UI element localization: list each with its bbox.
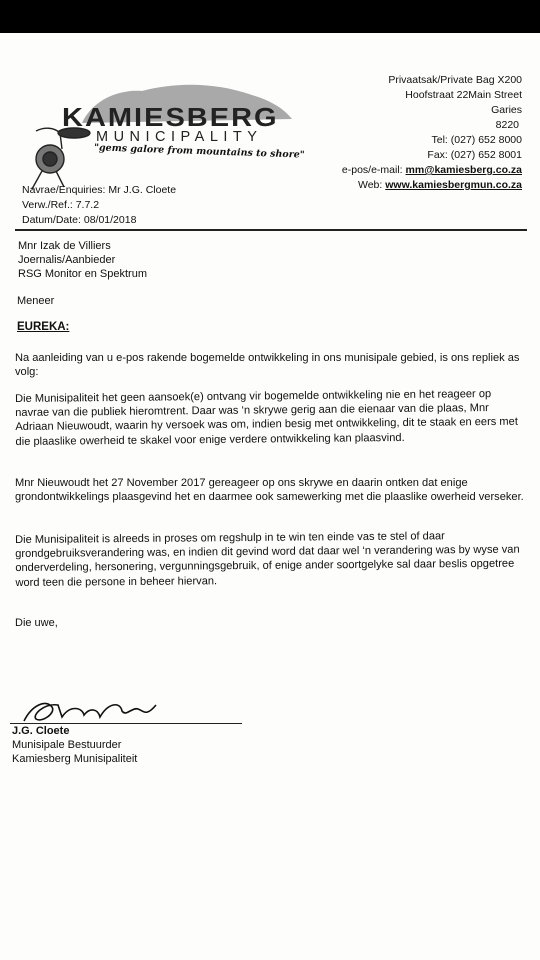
email-label: e-pos/e-mail: bbox=[341, 164, 403, 176]
logo-name-bottom: MUNICIPALITY bbox=[96, 129, 263, 145]
address-line: Hoofstraat 22Main Street bbox=[405, 89, 522, 101]
recipient-title: Joernalis/Aanbieder bbox=[18, 254, 116, 266]
signature-line bbox=[10, 723, 242, 724]
email-row bbox=[342, 163, 522, 178]
logo-name-top: KAMIESBERG bbox=[62, 103, 279, 133]
flower-emblem-icon bbox=[32, 128, 90, 189]
tel-row bbox=[342, 133, 522, 148]
address-block bbox=[342, 73, 522, 193]
tel-label: Tel: bbox=[431, 134, 448, 146]
closing: Die uwe, bbox=[15, 617, 58, 629]
address-line: Privaatsak/Private Bag X200 bbox=[388, 74, 522, 86]
email-link[interactable]: mm@kamiesberg.co.za bbox=[405, 164, 522, 176]
address-line: 8220 bbox=[495, 119, 519, 131]
signatory-organisation: Kamiesberg Munisipaliteit bbox=[12, 753, 138, 765]
signatory-position: Munisipale Bestuurder bbox=[12, 739, 122, 751]
paragraph-3: Mnr Nieuwoudt het 27 November 2017 gereageer op ons skrywe en daarin ontken dat enige grondontwikkelings plaasgevind het en daarmee ook samewerking met die plaaslike owerheid verseker. bbox=[15, 477, 524, 504]
address-line: Garies bbox=[491, 104, 522, 116]
enquiries-line: Navrae/Enquiries: Mr J.G. Cloete bbox=[22, 184, 177, 196]
web-label: Web: bbox=[358, 179, 383, 191]
subject-line: EUREKA: bbox=[17, 321, 70, 333]
web-row bbox=[342, 178, 522, 193]
signatory-name: J.G. Cloete bbox=[12, 725, 70, 737]
fax-label: Fax: bbox=[427, 149, 448, 161]
fax-row bbox=[342, 148, 522, 163]
paragraph-4: Die Munisipaliteit is alreeds in proses om regshulp in te win ten einde vas te stel of daar grondgebruiksverandering was, en indien dit gevind word dat daar wel ‘n verandering was by wyse van onderverdeling, hersonering, vergunningsgebruik, of enige ander soortgelyke sal daar beslis opgetree word teen die persone in beheer hiervan. bbox=[15, 530, 520, 589]
paragraph-2: Die Munisipaliteit het geen aansoek(e) ontvang vir bogemelde ontwikkeling nie en het reageer op navrae van die publiek hieromtrent. Daar was ‘n skrywe gerig aan die eienaar van die plaas, Mnr Adriaan Nieuwoudt, waarin hy versoek was om, indien besig met ontwikkeling, dit te staak en eers met die plaaslike owerheid te skakel voor enige verdere ontwikkeling kan plaasvind. bbox=[15, 388, 518, 448]
reference-line: Verw./Ref.: 7.7.2 bbox=[22, 199, 100, 211]
header-divider bbox=[15, 229, 527, 231]
recipient-organisation: RSG Monitor en Spektrum bbox=[18, 268, 147, 280]
web-link[interactable]: www.kamiesbergmun.co.za bbox=[385, 179, 522, 191]
paragraph-1: Na aanleiding van u e-pos rakende bogemelde ontwikkeling in ons munisipale gebied, is ons repliek as volg: bbox=[15, 352, 520, 379]
salutation: Meneer bbox=[17, 295, 55, 307]
date-line: Datum/Date: 08/01/2018 bbox=[22, 214, 137, 226]
letter-page bbox=[0, 33, 540, 960]
recipient-name: Mnr Izak de Villiers bbox=[18, 240, 111, 252]
fax-value: (027) 652 8001 bbox=[450, 149, 522, 161]
tel-value: (027) 652 8000 bbox=[450, 134, 522, 146]
logo-slogan: "gems galore from mountains to shore" bbox=[93, 142, 305, 161]
